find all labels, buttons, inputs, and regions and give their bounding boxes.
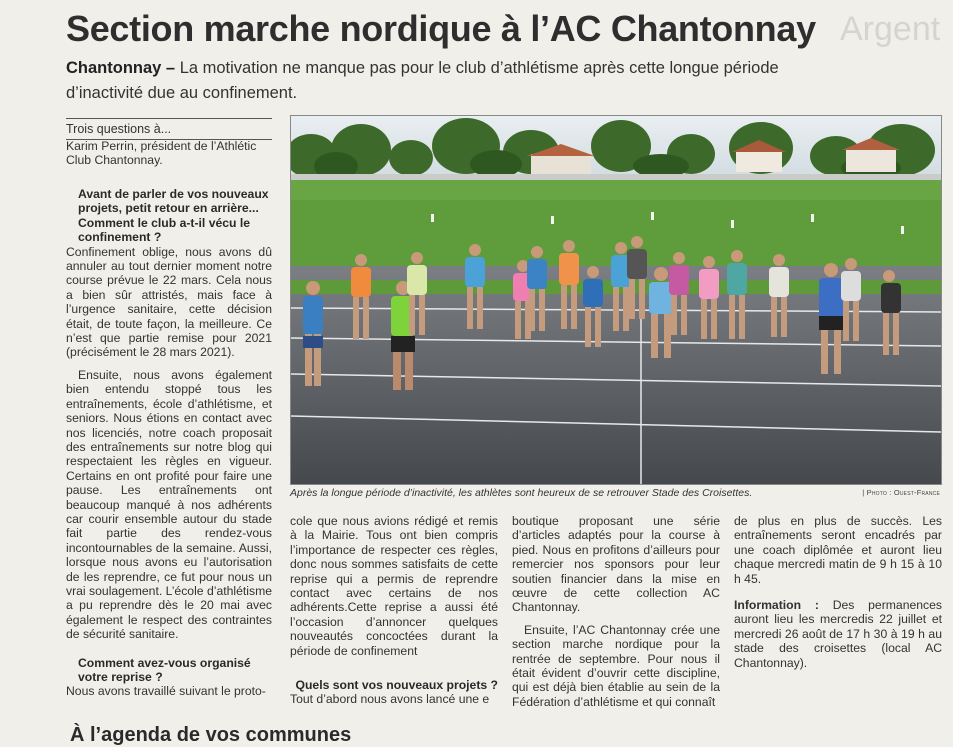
next-section-heading: À l’agenda de vos communes: [70, 724, 352, 746]
information-label: Information :: [734, 598, 819, 613]
information-paragraph: [734, 598, 942, 670]
photo-caption: Après la longue période d’inactivité, les athlètes sont heureux de se retrouver Stade des Croisettes.: [290, 487, 753, 499]
answer-2-start: Nous avons travaillé suivant le proto-: [66, 684, 266, 699]
article-photo: [290, 115, 942, 485]
column-4: [734, 514, 942, 670]
lede-dateline: Chantonnay –: [66, 59, 176, 77]
headline: Section marche nordique à l’AC Chantonnay: [66, 8, 816, 49]
interview-kicker: Trois questions à...: [66, 118, 272, 140]
question-1: Avant de parler de vos nouveaux projets, petit retour en arrière... Comment le club a-t-il vécu le confinement ?: [78, 187, 269, 245]
column-2: [290, 514, 498, 707]
interviewee-line: [66, 139, 272, 168]
column-1: [66, 187, 272, 699]
information-text: Des permanences auront lieu les mercredis 22 juillet et mercredi 26 août de 17 h 30 à 19 h au stade des croisettes (local AC Chantonnay).: [734, 598, 942, 670]
answer-1-paragraph-1: Confinement oblige, nous avons dû annuler au tout dernier moment notre course prévue le 22 mars. Cela nous a bien sûr attristés, mais face à l’urgence sanitaire, cette décision était, de toute façon, la meilleure. Ce n’est que partie remise pour 2021 (précisément le 28 mars 2021).: [66, 244, 272, 360]
answer-3-start: Tout d’abord nous avons lancé une e: [290, 692, 490, 707]
lede-text: La motivation ne manque pas pour le club d’athlétisme après cette longue période d’inactivité due au confinement.: [66, 59, 779, 102]
column-2-text: cole que nous avions rédigé et remis à la Mairie. Tous ont bien compris l’importance de respecter ces règles, donc nous sommes satisfaits de cette reprise qui a permis de reprendre contact avec certains de nos adhérents.Cette reprise a aussi été l’occasion d’annoncer quelques nouveautés concoctées durant la période de confinement: [290, 514, 498, 658]
column-3: [512, 514, 720, 709]
question-3: Quels sont vos nouveaux projets ?: [295, 678, 498, 693]
answer-1-paragraph-2: Ensuite, nous avons également bien entendu stoppé tous les entraînements, école d’athlétisme, et seniors. Nous étions en contact avec nos licenciés, notre coach proposait des entraînements sur notre blog qui respectaient les règles en vigueur. Certains en ont profité pour faire une pause. Les entraînements ont beaucoup manqué à nos adhérents car courir ensemble autour du stade fait partie des rendez-vous incontournables de la semaine. Aussi, lorsque nous avons eu l’autorisation de les reprendre, ce fut pour nous un vrai soulagement. L’école d’athlétisme a pu reprendre dès le 20 mai avec également le respect des contraintes de sécurité sanitaire.: [66, 367, 272, 642]
bleed-through-text: Argent: [840, 10, 941, 48]
photo-credit: | Photo : Ouest-France: [862, 488, 940, 497]
lede: [66, 56, 836, 106]
column-4-paragraph-1: de plus en plus de succès. Les entraînements seront encadrés par une coach diplômée et auront lieu chaque mercredi matin de 9 h 15 à 10 h 45.: [734, 514, 942, 586]
question-2: Comment avez-vous organisé votre reprise ?: [78, 655, 251, 684]
interviewee: Karim Perrin, président de l’Athlétic Club Chantonnay.: [66, 139, 257, 168]
column-3-paragraph-2: Ensuite, l’AC Chantonnay crée une section marche nordique pour la rentrée de septembre. Pour nous il était évident d’ouvrir cette discipline, qui est déjà bien établie au sein de la Fédération d’athlétisme et qui connaît: [512, 622, 720, 709]
column-3-paragraph-1: boutique proposant une série d’articles adaptés pour la course à pied. Nous en profitons d’ailleurs pour remercier nos sponsors pour leur soutien financier dans la mise en œuvre de cette collection AC Chantonnay.: [512, 514, 720, 615]
stadium-athletes-illustration: [291, 116, 941, 484]
